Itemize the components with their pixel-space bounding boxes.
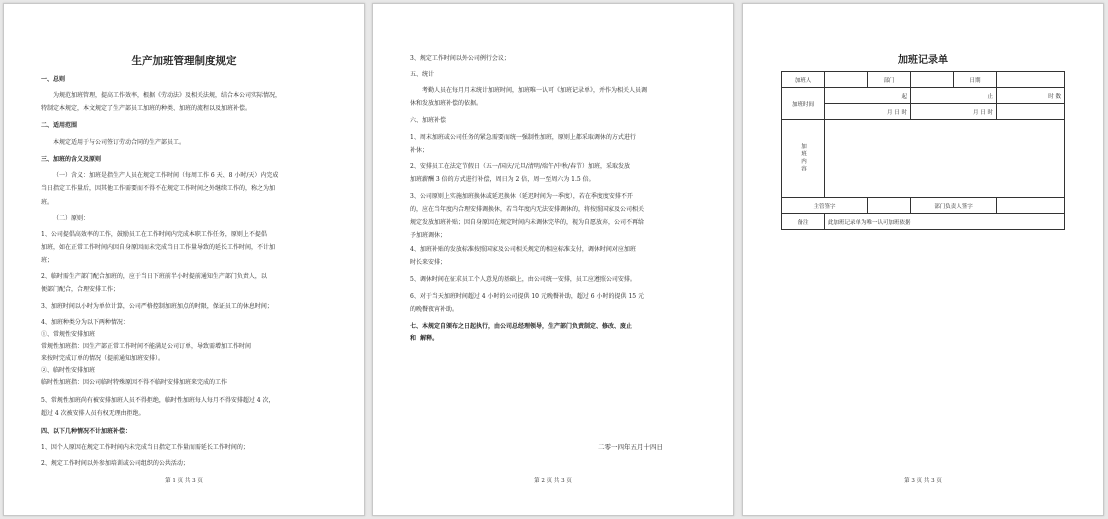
page-footer: 第 2 页 共 3 页 [534,478,572,484]
body-text-line: 1、周末加班或公司任务的紧急需要而统一强制性加班，原则上都采取调休的方式进行 [410,134,636,141]
body-text-line: 当日指定工作量后，因其他工作需要而不得不在规定工作时间之外继续工作的，称之为加 [41,185,276,192]
body-text-line: 4、加班补贴的发放标准按照国家及公司相关规定的相应标准支付，调休时间对应加班 [410,246,636,253]
body-text-line: 来按时完成订单的情况（提前通知加班安排）。 [41,355,165,362]
section-heading: 二、适用范围 [41,122,78,129]
label-department: 部门 [868,72,911,88]
body-text-line: 的晚餐夜宵补助。 [410,306,459,313]
label-date: 日期 [954,72,997,88]
body-text-line: 时长来安排； [410,259,447,266]
body-text-line: 4、加班种类分为以下两种情况： [41,319,129,326]
body-text-line: 5、常规性加班尚有被安排加班人员不得拒绝，临时性加班每人每月不得安排超过 4 次， [41,397,275,404]
body-text-line: 5、调休时间在征求员工个人意见的基础上，由公司统一安排，员工应遵照公司安排。 [410,276,636,283]
body-text-line: 1、公司提倡高效率的工作，鼓励员工在工作时间内完成本职工作任务，原则上不提倡 [41,231,267,238]
body-text-line: 班。 [41,199,54,206]
body-text-line: （一）含义：加班是指生产人员在规定工作时间（每周工作 6 天、8 小时/天）内完成 [53,172,279,179]
document-title: 生产加班管理制度规定 [131,55,237,67]
body-text-line: 考勤人员在每月月末统计加班时间，加班唯一认可《加班记录单》，并作为相关人员调 [422,87,648,94]
label-overtime-content-text: 加班内容 [800,142,806,173]
body-text-line: 2、规定工作时间以外参加培训或公司组织的公共活动； [41,460,189,467]
body-text-line: 补休； [410,147,429,154]
body-text-line: 休和发放加班补偿的依据。 [410,100,483,107]
body-text-line: 超过 4 次被安排人员有权无理由拒绝。 [41,410,145,417]
label-supervisor-sign: 主管签字 [782,198,868,214]
body-text-line: 2、安排员工在法定节假日（五一/国庆/元旦/清明/端午/中秋/春节）加班，采取发放 [410,163,630,170]
label-to: 止 [911,88,997,104]
label-overtime-person: 加班人 [782,72,825,88]
field-from-time[interactable]: 月 日 时 [825,104,911,120]
body-text-line: 3、加班时间以小时为单位计算，公司严格控制加班加点的时限，保证员工的休息时间； [41,303,273,310]
label-from: 起 [825,88,911,104]
label-hours: 时 数 [997,88,1065,104]
body-text-line: 为规范加班管理，提高工作效率，根据《劳动法》及相关法规，结合本公司实际情况， [53,92,282,99]
body-text-line: 6、对于当天加班时间超过 4 小时的公司提供 10 元晚餐补助，超过 6 小时的提供 15 元 [410,293,644,300]
section-heading: 一、总则 [41,76,66,83]
body-text-line: ①、常规性安排加班 [41,331,96,338]
body-text-line: 3、公司原则上实施加班换休或延迟换休（延迟时间为一季度），若在季度度安排不开 [410,193,633,200]
body-text-line: 1、因个人原因在规定工作时间内未完成当日指定工作量而需延长工作时间的； [41,444,249,451]
body-text-line: 予加班调休； [410,232,447,239]
section-heading: 四、以下几种情况不计加班补偿： [41,428,132,435]
body-text-line: 2、临时需生产部门配合加班的，应于当日下班前半小时提前通知生产部门负责人，以 [41,273,267,280]
field-supervisor-sign[interactable] [868,198,911,214]
label-overtime-content [782,120,825,198]
body-text-line: 六、加班补偿 [410,117,447,124]
document-page-3 [742,3,1104,516]
page-footer: 第 3 页 共 3 页 [904,478,942,484]
body-text-line: 本规定适用于与公司签订劳动合同的生产部员工。 [53,139,186,146]
body-text-line: 加班，如在正常工作时间内因自身原因而未完成当日工作量导致的延长工作时间，不计加 [41,244,276,251]
section-heading: 七、本规定自颁布之日起执行，由公司总经理领导，生产部门负责制定、修改、废止 [410,323,633,330]
label-overtime-time: 加班时间 [782,88,825,120]
body-text-line: 特制定本规定，本文规定了生产部员工加班的种类、加班的流程以及加班补偿。 [41,105,252,112]
body-text-line: 加班薪酬 3 倍的方式进行补偿，周日为 2 倍，周一至周六为 1.5 倍。 [410,176,595,183]
body-text-line: ②、临时性安排加班 [41,367,96,374]
body-text-line: 的，应在当年度内合理安排调换休，若当年度内无法安排调休的，将按照国家及公司相关 [410,206,645,213]
field-overtime-content[interactable] [825,120,1065,198]
field-overtime-person[interactable] [825,72,868,88]
section-heading: 和 解释。 [410,335,439,342]
body-text-line: 临时性加班指：因公司临时特殊原因不得不临时安排加班来完成的工作 [41,379,228,386]
document-page-2 [372,3,734,516]
field-dept-head-sign[interactable] [997,198,1065,214]
body-text-line: 规定发放加班补贴；因自身原因在规定时间内未调休完毕的，视为自愿放弃，公司不再给 [410,219,645,226]
body-text-line: 班； [41,257,54,264]
body-text-line: （二）原则： [53,215,90,222]
label-dept-head-sign: 部门负责人签字 [911,198,997,214]
body-text-line: 常规性加班指：因生产部正常工作时间不能满足公司订单，导致需增加工作时间 [41,343,252,350]
document-date: 二零一四年五月十四日 [598,443,663,451]
page-footer: 第 1 页 共 3 页 [165,478,203,484]
section-heading: 三、加班的含义及原则 [41,156,102,163]
field-hours[interactable] [997,104,1065,120]
remarks-text: 此加班记录单为唯一认可加班依据 [825,214,1065,230]
label-remarks: 备注 [782,214,825,230]
form-title: 加班记录单 [898,55,948,66]
document-page-1 [3,3,365,516]
field-to-time[interactable]: 月 日 时 [911,104,997,120]
overtime-record-form [781,71,1065,230]
field-date[interactable] [997,72,1065,88]
body-text-line: 五、统计 [410,71,435,78]
field-department[interactable] [911,72,954,88]
body-text-line: 3、规定工作时间以外公司例行会议； [410,55,510,62]
body-text-line: 便部门配合，合理安排工作； [41,286,120,293]
